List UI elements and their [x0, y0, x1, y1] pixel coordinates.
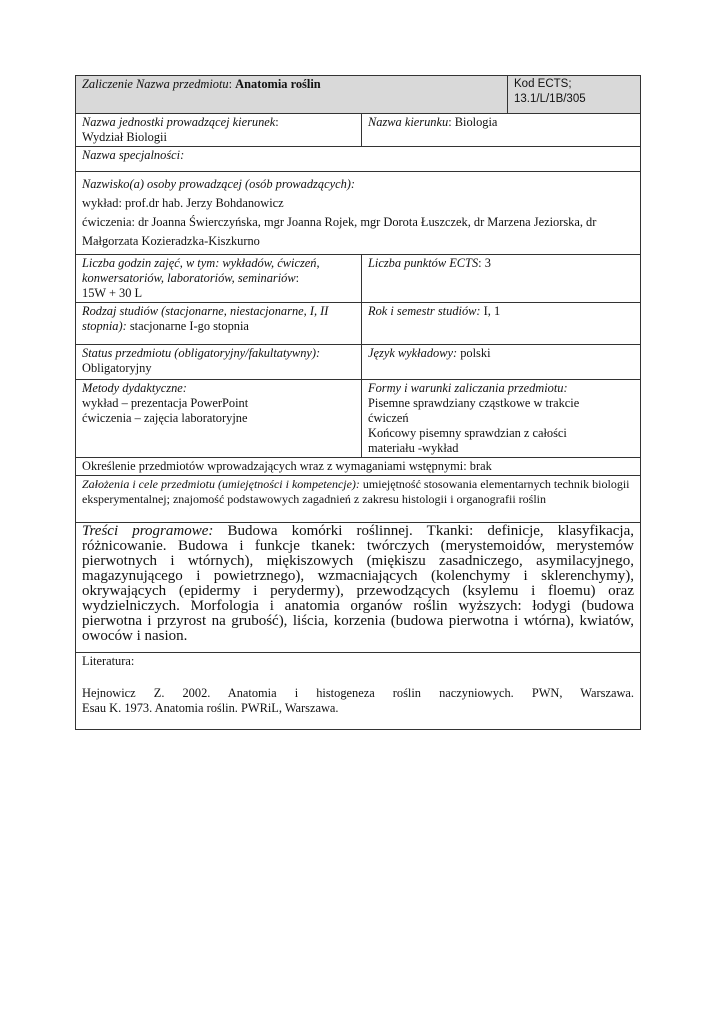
goals-label: Założenia i cele przedmiotu (umiejętności i kompetencje): [82, 477, 360, 491]
instructors-row [76, 172, 641, 255]
assessment-line4: materiału -wykład [368, 441, 459, 455]
content-cell [76, 523, 641, 653]
methods-line1: wykład – prezentacja PowerPoint [82, 396, 249, 410]
literature-row [76, 653, 641, 730]
ects-code-value: 13.1/L/1B/305 [514, 93, 586, 105]
status-value: Obligatoryjny [82, 361, 152, 375]
assessment-line3: Końcowy pisemny sprawdzian z całości [368, 426, 567, 440]
prerequisites-row [76, 458, 641, 476]
subject-name-value: Anatomia roślin [235, 77, 321, 91]
language-value: polski [460, 346, 491, 360]
field-value: Biologia [454, 115, 498, 129]
instructors-exercises-line2: Małgorzata Kozieradzka-Kiszkurno [82, 234, 260, 248]
literature-cell [76, 653, 641, 730]
ects-points-label: Liczba punktów ECTS [368, 256, 479, 270]
status-label: Status przedmiotu (obligatoryjny/fakultatywny): [82, 346, 321, 360]
study-type-cell [76, 303, 362, 345]
prerequisites-text: Określenie przedmiotów wprowadzających wraz z wymaganiami wstępnymi: brak [82, 459, 492, 473]
hours-cell: Liczba godzin zajęć, w tym: wykładów, ćwiczeń, konwersatoriów, laboratoriów, seminariów: 15W + 30 L [76, 255, 362, 303]
prerequisites-cell [76, 458, 641, 476]
instructors-lecture: wykład: prof.dr hab. Jerzy Bohdanowicz [82, 196, 284, 210]
content-value: Budowa komórki roślinnej. Tkanki: definicje, klasyfikacja, różnicowanie. Budowa i funkcje tkanek: twórczych (merystemoidów, merystemów pierwotnych i wtórnych), miękiszowych (miękiszu zasadniczego, asymilacyjnego, magazynującego i powietrznego), wzmacniających (kolenchymy i sklerenchymy), okrywających (epidermy i perydermy), przewodzących (ksylemu i floemu) oraz wydzielniczych. Morfologia i anatomia organów roślin wyższych: łodygi (budowa pierwotna i przyrost na grubość), liścia, korzenia (budowa pierwotna i wtórna), kwiatów, owoców i nasion. [82, 523, 634, 644]
goals-cell [76, 476, 641, 523]
instructors-exercises-line1: ćwiczenia: dr Joanna Świerczyńska, mgr Joanna Rojek, mgr Dorota Łuszczek, dr Marzena Jeziorska, dr [82, 215, 597, 229]
content-row [76, 523, 641, 653]
field-cell: Nazwa kierunku: Biologia [362, 114, 641, 147]
subject-name-label: Zaliczenie Nazwa przedmiotu [82, 77, 229, 91]
year-semester-value: I, 1 [483, 304, 501, 318]
literature-item1: Hejnowicz Z. 2002. Anatomia i histogeneza roślin naczyniowych. PWN, Warszawa. [82, 686, 634, 700]
status-cell [76, 345, 362, 380]
field-label: Nazwa kierunku [368, 115, 449, 129]
hours-value: 15W + 30 L [82, 286, 143, 300]
hours-row [76, 255, 641, 303]
hours-label: Liczba godzin zajęć, w tym: wykładów, ćwiczeń, konwersatoriów, laboratoriów, seminariów [82, 256, 320, 285]
content-label: Treści programowe: [82, 523, 214, 539]
ects-code-cell [508, 76, 641, 114]
subject-name-cell: Zaliczenie Nazwa przedmiotu: Anatomia roślin [76, 76, 508, 114]
language-label: Język wykładowy: [368, 346, 458, 360]
goals-row [76, 476, 641, 523]
study-type-value: stacjonarne I-go stopnia [129, 319, 249, 333]
unit-cell: Nazwa jednostki prowadzącej kierunek: Wydział Biologii [76, 114, 362, 147]
status-row [76, 345, 641, 380]
literature-item2: Esau K. 1973. Anatomia roślin. PWRiL, Warszawa. [82, 701, 339, 715]
unit-value: Wydział Biologii [82, 130, 167, 144]
instructors-cell [76, 172, 641, 255]
assessment-line1: Pisemne sprawdziany cząstkowe w trakcie [368, 396, 580, 410]
assessment-label: Formy i warunki zaliczania przedmiotu: [368, 381, 568, 395]
header-row [76, 76, 641, 114]
specialty-cell [76, 147, 641, 172]
instructors-label: Nazwisko(a) osoby prowadzącej (osób prowadzących): [82, 177, 356, 191]
course-syllabus-table [75, 75, 641, 730]
year-semester-label: Rok i semestr studiów: [368, 304, 481, 318]
ects-points-value: 3 [484, 256, 491, 270]
ects-points-cell: Liczba punktów ECTS: 3 [362, 255, 641, 303]
unit-row [76, 114, 641, 147]
methods-row [76, 380, 641, 458]
year-semester-cell [362, 303, 641, 345]
specialty-label: Nazwa specjalności: [82, 148, 185, 162]
study-type-row [76, 303, 641, 345]
methods-cell [76, 380, 362, 458]
literature-label: Literatura: [82, 654, 135, 668]
assessment-cell [362, 380, 641, 458]
ects-code-label: Kod ECTS; [514, 78, 572, 90]
methods-line2: ćwiczenia – zajęcia laboratoryjne [82, 411, 248, 425]
goals-value: umiejętność stosowania elementarnych technik biologii eksperymentalnej; znajomość podstawowych zagadnień z zakresu histologii i organografii roślin [82, 477, 630, 506]
assessment-line2: ćwiczeń [368, 411, 409, 425]
unit-label: Nazwa jednostki prowadzącej kierunek [82, 115, 276, 129]
methods-label: Metody dydaktyczne: [82, 381, 187, 395]
study-type-label: Rodzaj studiów (stacjonarne, niestacjonarne, I, II stopnia): [82, 304, 329, 333]
language-cell [362, 345, 641, 380]
specialty-row [76, 147, 641, 172]
